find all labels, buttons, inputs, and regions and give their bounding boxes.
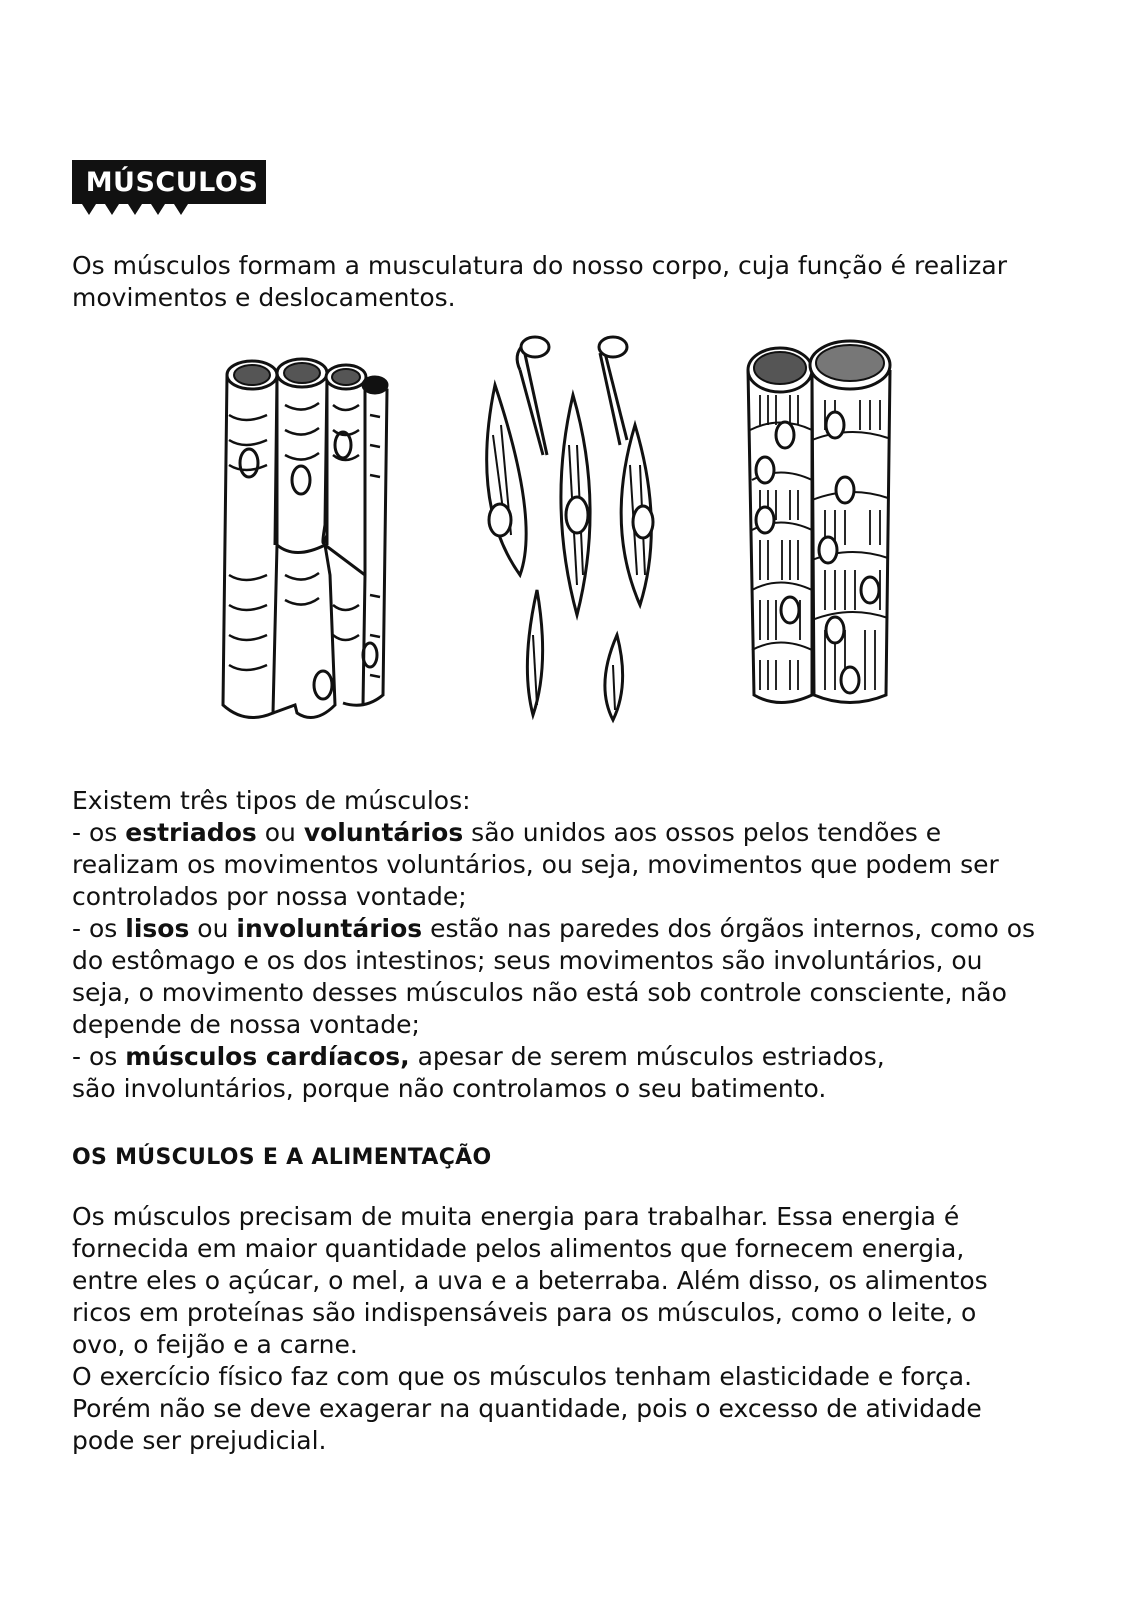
text-line: fornecida em maior quantidade pelos alimentos que fornecem energia, [72,1234,965,1263]
text-line: depende de nossa vontade; [72,1010,420,1039]
text-line: seja, o movimento desses músculos não está sob controle consciente, não [72,978,1007,1007]
type-lisos [72,913,1072,945]
title-banner [72,160,272,220]
text-line: pode ser prejudicial. [72,1426,327,1455]
text-line: Os músculos precisam de muita energia para trabalhar. Essa energia é [72,1202,960,1231]
text: - os [72,1042,126,1071]
page-title: MÚSCULOS [85,167,259,198]
text-line: do estômago e os dos intestinos; seus movimentos são involuntários, ou [72,946,983,975]
text-line: realizam os movimentos voluntários, ou seja, movimentos que podem ser [72,850,999,879]
term-lisos: lisos [125,914,190,943]
text-line: entre eles o açúcar, o mel, a uva e a beterraba. Além disso, os alimentos [72,1266,988,1295]
text-line: ricos em proteínas são indispensáveis para os músculos, como o leite, o [72,1298,977,1327]
types-paragraph [72,785,1072,1105]
type-cardiacos [72,1041,1072,1073]
text: - os [72,818,126,847]
text: apesar de serem músculos estriados, [409,1042,885,1071]
text-line: movimentos e deslocamentos. [72,283,456,312]
text: - os [72,914,126,943]
text-line: Porém não se deve exagerar na quantidade, pois o excesso de atividade [72,1394,982,1423]
text-line: O exercício físico faz com que os músculos tenham elasticidade e força. [72,1362,973,1391]
text-line: são involuntários, porque não controlamos o seu batimento. [72,1074,827,1103]
term-cardiacos: músculos cardíacos, [125,1042,410,1071]
food-heading: OS MÚSCULOS E A ALIMENTAÇÃO [72,1145,492,1170]
text-line: ovo, o feijão e a carne. [72,1330,358,1359]
skeletal-muscle-illustration [215,345,395,730]
types-lead: Existem três tipos de músculos: [72,786,471,815]
smooth-muscle-illustration [465,325,675,725]
text: são unidos aos ossos pelos tendões e [463,818,942,847]
text: estão nas paredes dos órgãos internos, como os [422,914,1036,943]
text-line: controlados por nossa vontade; [72,882,467,911]
term-estriados: estriados [125,818,257,847]
term-voluntarios: voluntários [303,818,464,847]
intro-paragraph [72,250,1072,314]
type-estriados [72,817,1072,849]
cardiac-muscle-illustration [740,330,900,710]
text: ou [256,818,304,847]
food-paragraph [72,1201,1072,1457]
term-involuntarios: involuntários [236,914,423,943]
text-line: Os músculos formam a musculatura do nosso corpo, cuja função é realizar [72,251,1008,280]
text: ou [189,914,237,943]
